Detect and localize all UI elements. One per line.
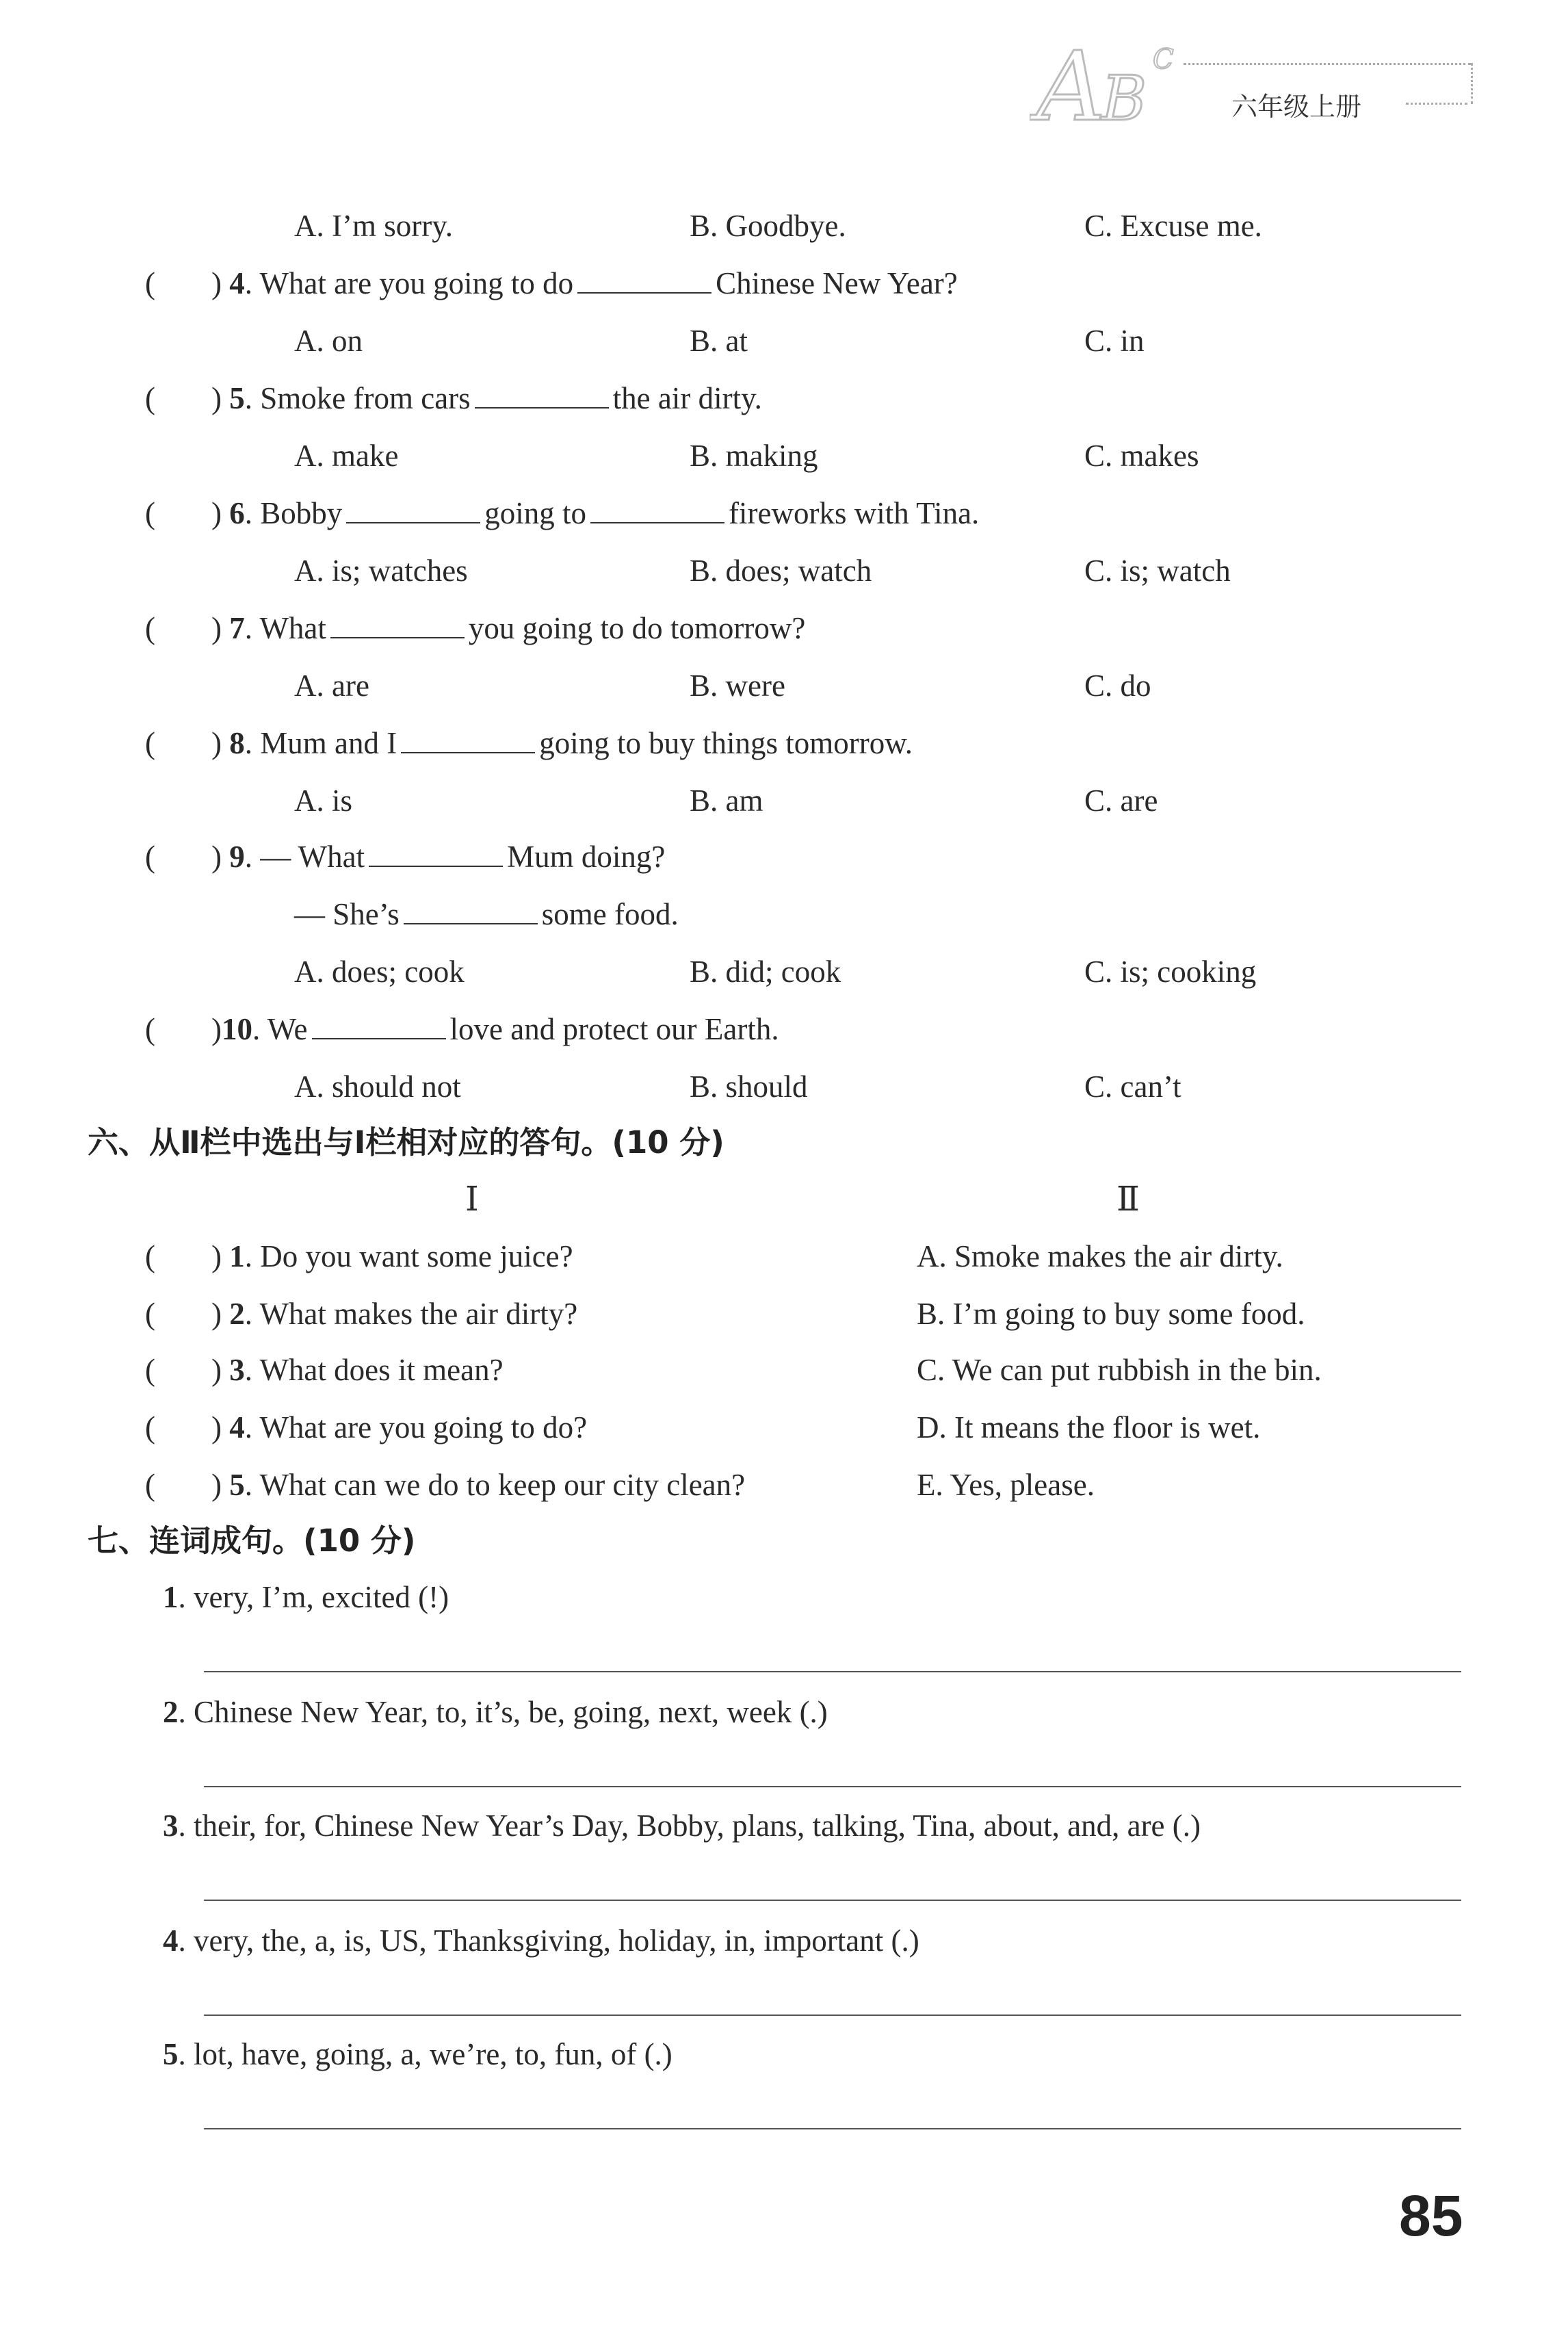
q4-option-b: B. at [690, 324, 748, 358]
question-10: ( )10. We love and protect our Earth. [145, 1012, 779, 1046]
question-5: ( ) 5. Smoke from cars the air dirty. [145, 381, 762, 415]
q7-option-c: C. do [1084, 669, 1151, 703]
match-left-3: ( ) 3. What does it mean? [145, 1353, 504, 1387]
sentence-item-4: 4. very, the, a, is, US, Thanksgiving, holiday, in, important (.) [163, 1923, 919, 1958]
q7-option-a: A. are [294, 669, 369, 703]
svg-text:B: B [1101, 63, 1147, 135]
question-6: ( ) 6. Bobby going to fireworks with Tina. [145, 496, 980, 530]
section-6-title: 六、从Ⅱ栏中选出与Ⅰ栏相对应的答句。(10 分) [88, 1124, 724, 1161]
answer-line-5[interactable] [204, 2128, 1461, 2129]
header-dotted-right [1471, 63, 1473, 104]
header-dotted-top [1184, 63, 1471, 65]
q7-option-b: B. were [690, 669, 785, 703]
q6-option-b: B. does; watch [690, 554, 872, 588]
page-number: 85 [1399, 2184, 1463, 2248]
q5-option-a: A. make [294, 439, 399, 473]
q8-option-c: C. are [1084, 783, 1158, 818]
q8-option-b: B. am [690, 783, 763, 818]
answer-blank[interactable] [369, 840, 503, 867]
q5-option-b: B. making [690, 439, 818, 473]
answer-line-4[interactable] [204, 2014, 1461, 2016]
question-8: ( ) 8. Mum and I going to buy things tomorrow. [145, 726, 913, 760]
question-4: ( ) 4. What are you going to do Chinese New Year? [145, 266, 958, 300]
q4-option-a: A. on [294, 324, 363, 358]
q6-option-c: C. is; watch [1084, 554, 1231, 588]
match-right-b: B. I’m going to buy some food. [917, 1297, 1305, 1331]
answer-blank[interactable] [401, 726, 535, 753]
q5-option-c: C. makes [1084, 439, 1199, 473]
match-left-4: ( ) 4. What are you going to do? [145, 1410, 588, 1444]
q3-option-b: B. Goodbye. [690, 209, 846, 243]
q9-option-c: C. is; cooking [1084, 955, 1257, 989]
question-7: ( ) 7. What you going to do tomorrow? [145, 611, 806, 645]
match-right-c: C. We can put rubbish in the bin. [917, 1353, 1322, 1387]
answer-line-2[interactable] [204, 1786, 1461, 1787]
q10-option-c: C. can’t [1084, 1070, 1181, 1104]
answer-blank[interactable] [590, 496, 724, 523]
svg-text:A: A [1036, 31, 1106, 137]
answer-blank[interactable] [330, 611, 465, 638]
header-dotted-end [1406, 103, 1467, 105]
answer-blank[interactable] [577, 266, 711, 294]
q3-option-a: A. I’m sorry. [294, 209, 454, 243]
answer-blank[interactable] [475, 381, 609, 409]
q9-option-a: A. does; cook [294, 955, 465, 989]
header-grade: 六年级上册 [1231, 92, 1362, 122]
q9-option-b: B. did; cook [690, 955, 841, 989]
header-logo [1030, 27, 1194, 140]
q10-option-b: B. should [690, 1070, 808, 1104]
match-right-a: A. Smoke makes the air dirty. [917, 1239, 1283, 1273]
sentence-item-5: 5. lot, have, going, a, we’re, to, fun, of (.) [163, 2037, 672, 2071]
column-2-heading: Ⅱ [1116, 1180, 1140, 1218]
answer-blank[interactable] [312, 1012, 446, 1039]
match-left-5: ( ) 5. What can we do to keep our city clean? [145, 1468, 746, 1502]
sentence-item-3: 3. their, for, Chinese New Year’s Day, Bobby, plans, talking, Tina, about, and, are (.) [163, 1809, 1201, 1843]
answer-line-1[interactable] [204, 1671, 1461, 1672]
q8-option-a: A. is [294, 783, 353, 818]
question-9-reply: — She’s some food. [294, 897, 679, 931]
q6-option-a: A. is; watches [294, 554, 468, 588]
question-9: ( ) 9. — What Mum doing? [145, 840, 666, 874]
answer-blank[interactable] [404, 897, 538, 924]
column-1-heading: Ⅰ [465, 1180, 479, 1218]
q10-option-a: A. should not [294, 1070, 461, 1104]
match-right-e: E. Yes, please. [917, 1468, 1095, 1502]
match-right-d: D. It means the floor is wet. [917, 1410, 1261, 1444]
answer-blank[interactable] [346, 496, 480, 523]
match-left-1: ( ) 1. Do you want some juice? [145, 1239, 573, 1273]
sentence-item-1: 1. very, I’m, excited (!) [163, 1580, 449, 1614]
answer-line-3[interactable] [204, 1900, 1461, 1901]
svg-text:C: C [1153, 44, 1174, 75]
match-left-2: ( ) 2. What makes the air dirty? [145, 1297, 578, 1331]
sentence-item-2: 2. Chinese New Year, to, it’s, be, going, next, week (.) [163, 1695, 828, 1729]
q3-option-c: C. Excuse me. [1084, 209, 1262, 243]
section-7-title: 七、连词成句。(10 分) [88, 1523, 416, 1559]
q4-option-c: C. in [1084, 324, 1145, 358]
